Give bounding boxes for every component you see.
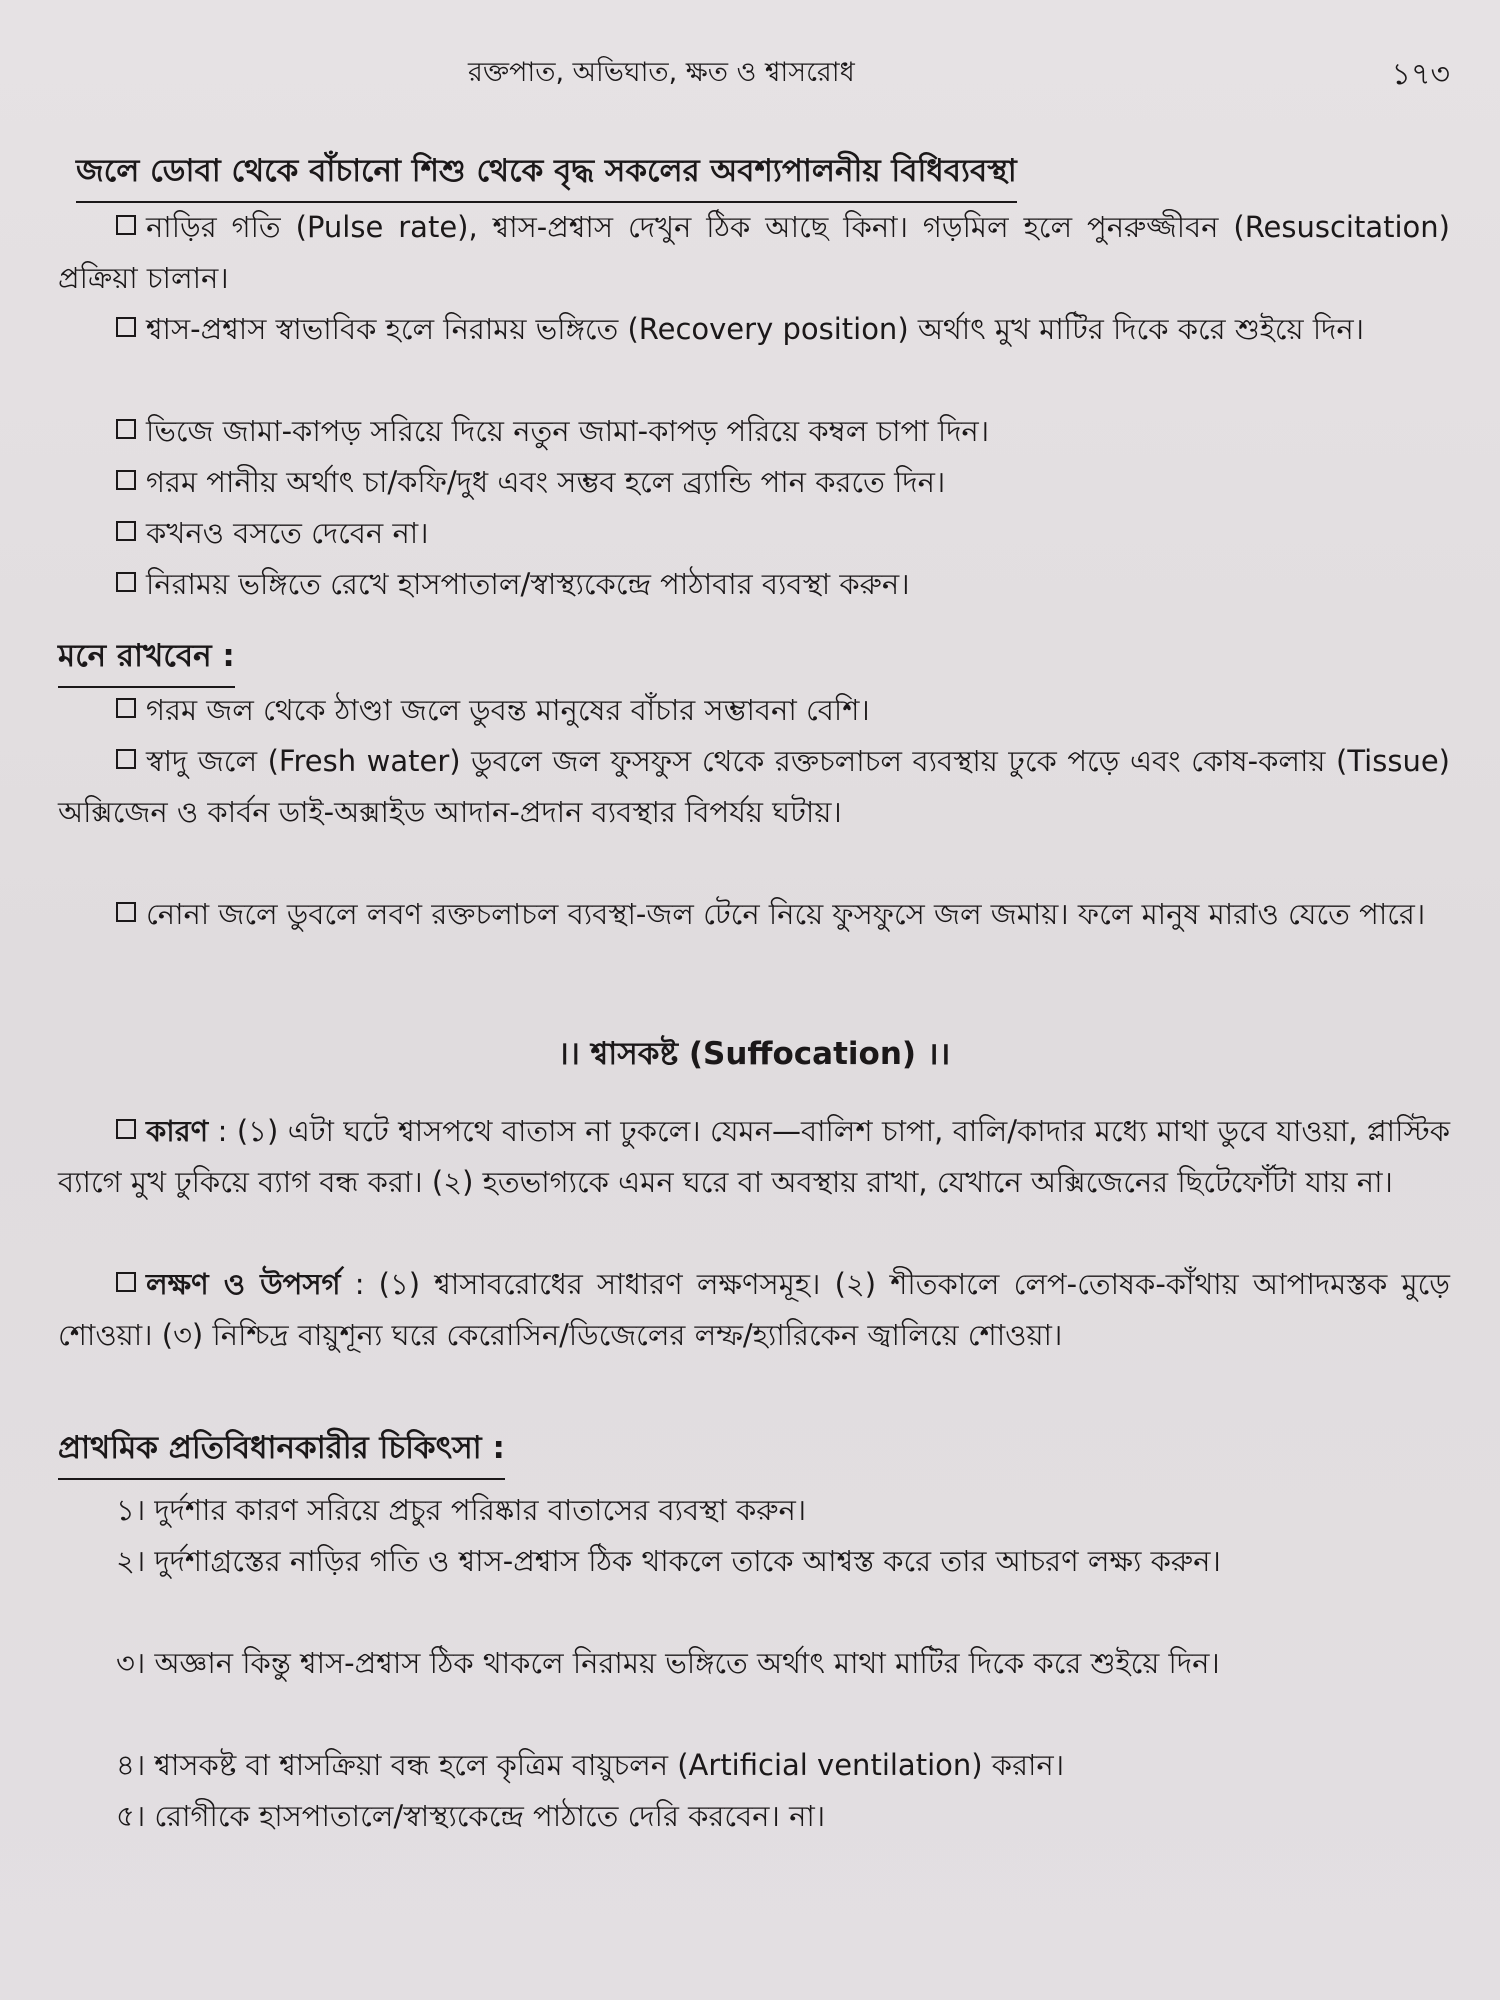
checkbox-bullet-icon: [116, 1119, 136, 1139]
list-item: গরম পানীয় অর্থাৎ চা/কফি/দুধ এবং সম্ভব হলে ব্র্যান্ডি পান করতে দিন।: [58, 457, 1450, 508]
list-item: কখনও বসতে দেবেন না।: [58, 508, 1450, 559]
checkbox-bullet-icon: [116, 749, 136, 769]
checkbox-bullet-icon: [116, 902, 136, 922]
checkbox-bullet-icon: [116, 521, 136, 541]
cause-label: কারণ: [146, 1114, 209, 1148]
page-number: ১৭৩: [1391, 57, 1450, 92]
list-item: নিরাময় ভঙ্গিতে রেখে হাসপাতাল/স্বাস্থ্যকেন্দ্রে পাঠাবার ব্যবস্থা করুন।: [58, 559, 1450, 610]
symptom-text: : (১) শ্বাসাবরোধের সাধারণ লক্ষণসমূহ। (২) শীতকালে লেপ-তোষক-কাঁথায় আপাদমস্তক মুড়ে শোওয়া। (৩) নিশ্চিদ্র বায়ুশূন্য ঘরে কেরোসিন/ডিজেলের লম্ফ/হ্যারিকেন জ্বালিয়ে শোওয়া।: [58, 1267, 1450, 1352]
symptom-label: লক্ষণ ও উপসর্গ: [146, 1267, 341, 1301]
checkbox-bullet-icon: [116, 470, 136, 490]
checkbox-bullet-icon: [116, 698, 136, 718]
list-item: ২। দুর্দশাগ্রস্তের নাড়ির গতি ও শ্বাস-প্রশ্বাস ঠিক থাকলে তাকে আশ্বস্ত করে তার আচরণ লক্ষ্য করুন।: [116, 1544, 1221, 1578]
running-title: রক্তপাত, অভিঘাত, ক্ষত ও শ্বাসরোধ: [468, 57, 855, 88]
list-item: ৪। শ্বাসকষ্ট বা শ্বাসক্রিয়া বন্ধ হলে কৃত্রিম বায়ুচলন (Artificial ventilation) করান।: [116, 1748, 1065, 1782]
section-heading-drowning: জলে ডোবা থেকে বাঁচানো শিশু থেকে বৃদ্ধ সকলের অবশ্যপালনীয় বিধিব্যবস্থা: [76, 147, 1017, 203]
list-item: শ্বাস-প্রশ্বাস স্বাভাবিক হলে নিরাময় ভঙ্গিতে (Recovery position) অর্থাৎ মুখ মাটির দিকে করে শুইয়ে দিন।: [58, 304, 1450, 355]
list-item: ৩। অজ্ঞান কিন্তু শ্বাস-প্রশ্বাস ঠিক থাকলে নিরাময় ভঙ্গিতে অর্থাৎ মাথা মাটির দিকে করে শুইয়ে দিন।: [116, 1646, 1220, 1680]
cause-paragraph: [58, 1106, 1450, 1208]
list-item: ৫। রোগীকে হাসপাতালে/স্বাস্থ্যকেন্দ্রে পাঠাতে দেরি করবেন। না।: [116, 1799, 826, 1833]
checkbox-bullet-icon: [116, 215, 136, 235]
checkbox-bullet-icon: [116, 419, 136, 439]
running-head: [58, 40, 1450, 100]
list-item: ১। দুর্দশার কারণ সরিয়ে প্রচুর পরিষ্কার বাতাসের ব্যবস্থা করুন।: [116, 1493, 807, 1527]
suffocation-title: ।। শ্বাসকষ্ট (Suffocation) ।।: [557, 1036, 951, 1072]
checkbox-bullet-icon: [116, 317, 136, 337]
list-item: গরম জল থেকে ঠাণ্ডা জলে ডুবন্ত মানুষের বাঁচার সম্ভাবনা বেশি।: [58, 685, 1450, 736]
list-item: ভিজে জামা-কাপড় সরিয়ে দিয়ে নতুন জামা-কাপড় পরিয়ে কম্বল চাপা দিন।: [58, 406, 1450, 457]
list-item: নোনা জলে ডুবলে লবণ রক্তচলাচল ব্যবস্থা-জল টেনে নিয়ে ফুসফুসে জল জমায়। ফলে মানুষ মারাও যেতে পারে।: [58, 889, 1450, 940]
section-heading-first-aid: প্রাথমিক প্রতিবিধানকারীর চিকিৎসা :: [58, 1424, 505, 1480]
list-item: স্বাদু জলে (Fresh water) ডুবলে জল ফুসফুস থেকে রক্তচলাচল ব্যবস্থায় ঢুকে পড়ে এবং কোষ-কলায় (Tissue) অক্সিজেন ও কার্বন ডাই-অক্সাইড আদান-প্রদান ব্যবস্থার বিপর্যয় ঘটায়।: [58, 744, 1450, 829]
checkbox-bullet-icon: [116, 572, 136, 592]
checkbox-bullet-icon: [116, 1272, 136, 1292]
cause-text: : (১) এটা ঘটে শ্বাসপথে বাতাস না ঢুকলে। যেমন—বালিশ চাপা, বালি/কাদার মধ্যে মাথা ডুবে যাওয়া, প্লাস্টিক ব্যাগে মুখ ঢুকিয়ে ব্যাগ বন্ধ করা। (২) হতভাগ্যকে এমন ঘরে বা অবস্থায় রাখা, যেখানে অক্সিজেনের ছিটেফোঁটা যায় না।: [58, 1114, 1450, 1199]
list-item: নাড়ির গতি (Pulse rate), শ্বাস-প্রশ্বাস দেখুন ঠিক আছে কিনা। গড়মিল হলে পুনরুজ্জীবন (Resuscitation) প্রক্রিয়া চালান।: [58, 210, 1450, 295]
section-heading-remember: মনে রাখবেন :: [58, 632, 235, 688]
symptom-paragraph: [58, 1259, 1450, 1361]
book-page: [58, 40, 1450, 1833]
